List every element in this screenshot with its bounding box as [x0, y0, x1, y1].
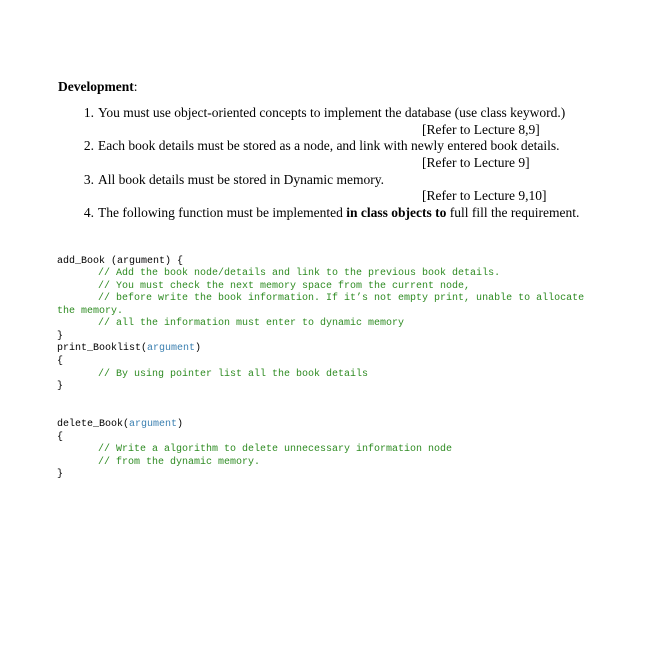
code-comment: // Write a algorithm to delete unnecessary information node [98, 444, 453, 455]
code-comment: // You must check the next memory space from the current node, [98, 281, 471, 292]
code-line: } [57, 381, 64, 392]
requirement-text: You must use object-oriented concepts to implement the database (use class keyword.) [98, 105, 566, 120]
code-comment: // By using pointer list all the book details [98, 369, 369, 380]
code-line: } [57, 469, 64, 480]
requirement-text: Each book details must be stored as a node, and link with newly entered book details. [98, 138, 560, 153]
requirement-number: 3. [83, 172, 94, 187]
requirement-text: All book details must be stored in Dynamic memory. [98, 172, 384, 187]
section-heading: Development: [58, 79, 138, 94]
code-comment: // before write the book information. If it’s not empty print, unable to allocate [98, 293, 585, 304]
code-line: { [57, 356, 64, 367]
lecture-reference: [Refer to Lecture 8,9] [422, 122, 540, 137]
code-comment: // from the dynamic memory. [98, 457, 261, 468]
code-line: { [57, 432, 64, 443]
lecture-reference: [Refer to Lecture 9,10] [422, 188, 547, 203]
lecture-reference: [Refer to Lecture 9] [422, 155, 530, 170]
code-line: add_Book (argument) { [57, 256, 184, 267]
code-comment: // all the information must enter to dynamic memory [98, 318, 405, 329]
requirement-number: 2. [83, 138, 94, 153]
requirement-number: 1. [83, 105, 94, 120]
code-comment: the memory. [57, 306, 124, 317]
code-line: } [57, 331, 64, 342]
requirement-text: The following function must be implemented in class objects to full fill the requirement. [98, 205, 580, 220]
code-line: delete_Book(argument) [57, 419, 184, 430]
code-comment: // Add the book node/details and link to the previous book details. [98, 268, 501, 279]
code-line: print_Booklist(argument) [57, 343, 202, 354]
requirement-number: 4. [83, 205, 94, 220]
